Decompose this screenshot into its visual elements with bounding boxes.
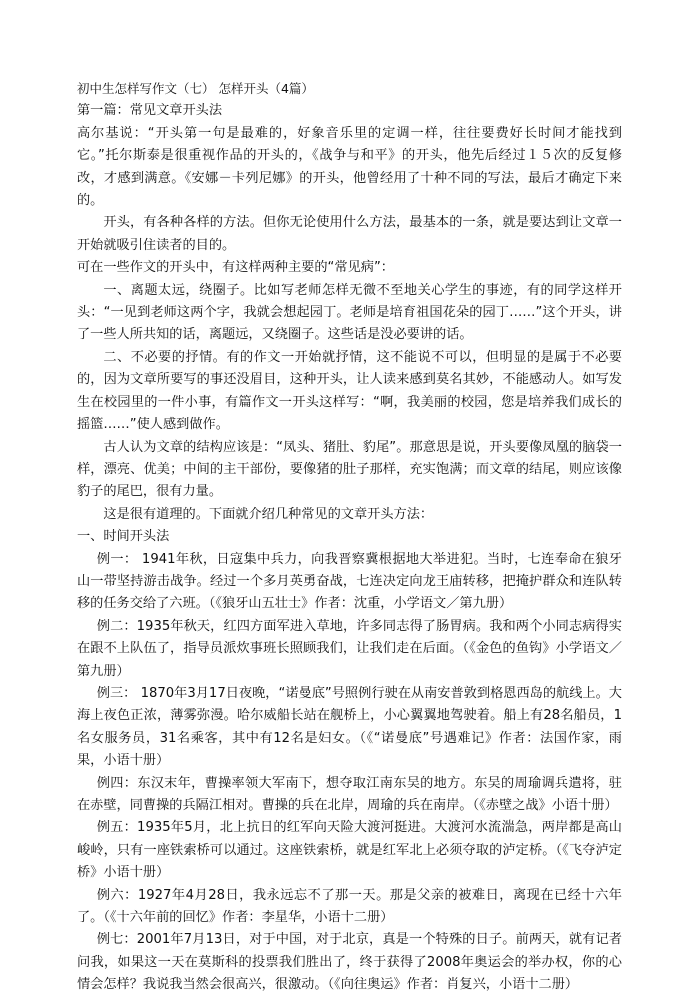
paragraph-common-problems: 可在一些作文的开头中，有这样两种主要的“常见病”：: [77, 260, 394, 276]
example-7: 例七：2001年7月13日，对于中国，对于北京，真是一个特殊的日子。前两天，就有记者问我，如果这一天在莫斯科的投票我们胜出了，终于获得了2008年奥运会的举办权，你的心情会怎样？我说我当然会很高兴，很激动。（《向往奥运》作者：肖复兴，小语十二册）: [77, 932, 622, 993]
document-page: [77, 78, 622, 997]
example-5: 例五：1935年5月，北上抗日的红军向天险大渡河挺进。大渡河水流湍急，两岸都是高山峻岭，只有一座铁索桥可以通过。这座铁索桥，就是红军北上必须夺取的泸定桥。（《飞夺泸定桥》小语十册）: [77, 820, 622, 881]
example-6: 例六：1927年4月28日，我永远忘不了那一天。那是父亲的被难日，离现在已经十六年了。（《十六年前的回忆》作者：李星华，小语十二册）: [77, 887, 622, 926]
example-4: 例四：东汉末年，曹操率领大军南下，想夺取江南东吴的地方。东吴的周瑜调兵遣将，驻在赤壁，同曹操的兵隔江相对。曹操的兵在北岸，周瑜的兵在南岸。（《赤壁之战》小语十册）: [77, 775, 622, 813]
method-title-time: 一、时间开头法: [77, 529, 170, 545]
example-1: 例一： 1941年秋，日寇集中兵力，向我晋察冀根据地大举进犯。当时，七连奉命在狼牙山一带坚持游击战争。经过一个多月英勇奋战，七连决定向龙王庙转移，把掩护群众和连队转移的任务交给了六班。（《狼牙山五壮士》作者：沈重，小学语文／第九册）: [77, 551, 622, 612]
document-title: 初中生怎样写作文（七） 怎样开头（4篇）: [77, 81, 314, 96]
paragraph-problem-one: 一、离题太远，绕圈子。比如写老师怎样无微不至地关心学生的事迹，有的同学这样开头：“一见到老师这两个字，我就会想起园丁。老师是培育祖国花朵的园丁……”这个开头，讲了一些人所共知的话，离题远，又绕圈子。这些话是没必要讲的话。: [77, 282, 622, 343]
paragraph-gorky-quote: 高尔基说：“开头第一句是最难的，好象音乐里的定调一样，往往要费好长时间才能找到它。”托尔斯泰是很重视作品的开头的，《战争与和平》的开头，他先后经过１５次的反复修改，才感到满意。《安娜－卡列尼娜》的开头，他曾经用了十种不同的写法，最后才确定下来的。: [77, 125, 622, 209]
paragraph-intro-methods: 这是很有道理的。下面就介绍几种常见的文章开头方法：: [103, 506, 434, 522]
paragraph-methods-intro: 开头，有各种各样的方法。但你无论使用什么方法，最基本的一条，就是要达到让文章一开始就吸引住读者的目的。: [77, 215, 622, 253]
example-3: 例三： 1870年3月17日夜晚，“诺曼底”号照例行驶在从南安普敦到格恩西岛的航线上。大海上夜色正浓，薄雾弥漫。哈尔威船长站在舰桥上，小心翼翼地驾驶着。船上有28名船员，1名女服务员，31名乘客，其中有12名是妇女。（《“诺曼底”号遇难记》作者：法国作家，雨果，小语十册）: [77, 685, 622, 769]
section-title-1: 第一篇：常见文章开头法: [77, 103, 223, 119]
example-2: 例二：1935年秋天，红四方面军进入草地，许多同志得了肠胃病。我和两个小同志病得实在跟不上队伍了，指导员派炊事班长照顾我们，让我们走在后面。（《金色的鱼钩》小学语文／第九册）: [77, 618, 622, 679]
paragraph-problem-two: 二、不必要的抒情。有的作文一开始就抒情，这不能说不可以，但明显的是属于不必要的，因为文章所要写的事还没眉目，这种开头，让人读来感到莫名其妙，不能感动人。如写发生在校园里的一件小事，有篇作文一开头这样写：“啊，我美丽的校园，您是培养我们成长的摇篮……”使人感到做作。: [77, 349, 622, 433]
paragraph-phoenix-head: 古人认为文章的结构应该是：“凤头、猪肚、豹尾”。那意思是说，开头要像凤凰的脑袋一样，漂亮、优美；中间的主干部份，要像猪的肚子那样，充实饱满；而文章的结尾，则应该像豹子的尾巴，很有力量。: [77, 439, 622, 500]
